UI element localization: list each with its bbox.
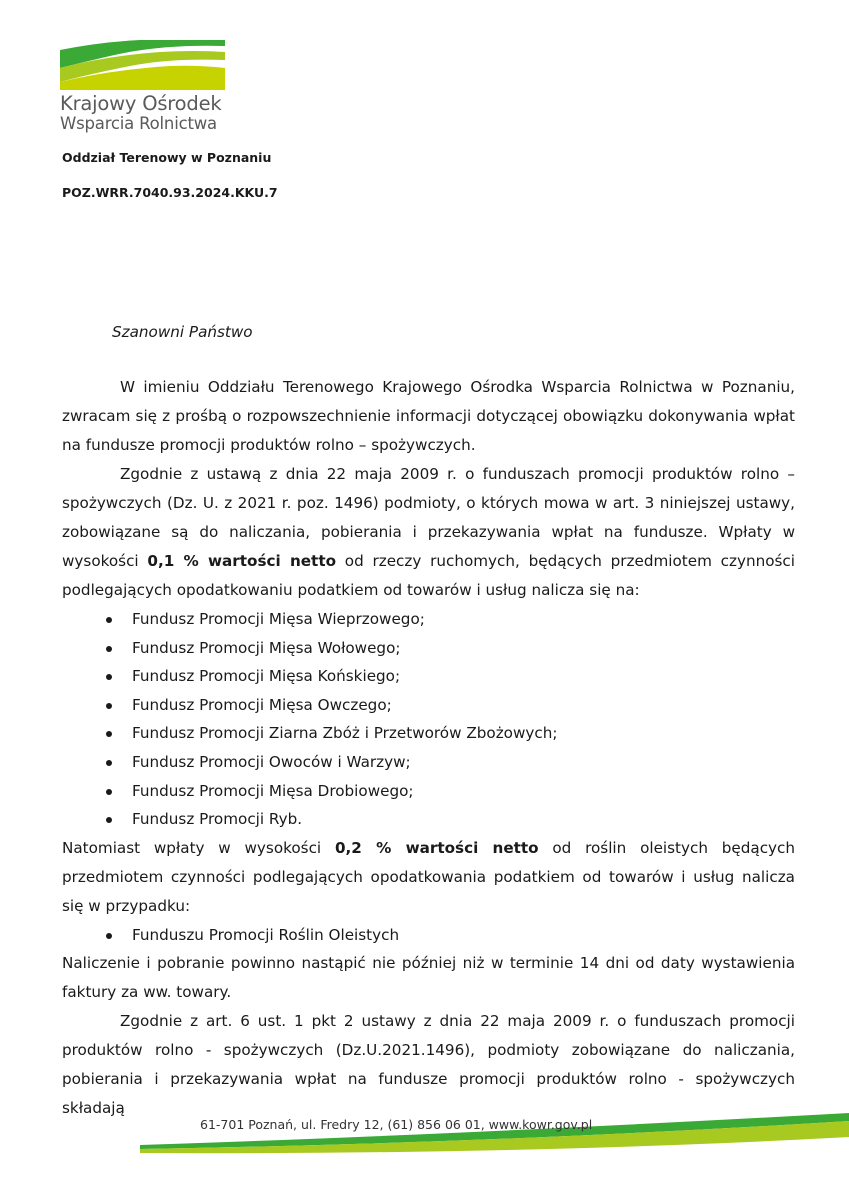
list-item-label: Fundusz Promocji Mięsa Wołowego; [132, 638, 401, 657]
paragraph-intro: W imieniu Oddziału Terenowego Krajowego Ośrodka Wsparcia Rolnictwa w Poznaniu, zwracam się z prośbą o rozpowszechnienie informacji dotyczącej obowiązku dokonywania wpłat na fundusze promocji produktów rolno – spożywczych. [62, 378, 795, 454]
kowr-logo-graphic [60, 38, 225, 90]
reference-number: POZ.WRR.7040.93.2024.KKU.7 [62, 185, 278, 200]
list-item-label: Fundusz Promocji Mięsa Owczego; [132, 695, 392, 714]
list-item [62, 777, 795, 806]
bullet-icon [106, 760, 112, 766]
list-item-label: Fundusz Promocji Ryb. [132, 810, 303, 829]
list-item [62, 634, 795, 663]
list-item-label: Fundusz Promocji Owoców i Warzyw; [132, 752, 411, 771]
list-item [62, 662, 795, 691]
list-item-label: Fundusz Promocji Mięsa Drobiowego; [132, 781, 414, 800]
bullet-icon [106, 646, 112, 652]
paragraph-oilseeds-text-end: od roślin oleistych będących przedmiotem czynności podlegających opodatkowania podatkiem od towarów i usług nalicza się w przypadku: [62, 838, 796, 915]
bullet-icon [106, 817, 112, 823]
list-item [62, 805, 795, 834]
list-item-label: Funduszu Promocji Roślin Oleistych [132, 925, 400, 944]
paragraph-law [62, 460, 795, 605]
paragraph-reporting: Zgodnie z art. 6 ust. 1 pkt 2 ustawy z dnia 22 maja 2009 r. o funduszach promocji produktów rolno - spożywczych (Dz.U.2021.1496), podmioty zobowiązane do naliczania, pobierania i przekazywania wpłat na fundusze promocji produktów rolno - spożywczych składają [62, 1012, 795, 1118]
list-item-label: Fundusz Promocji Mięsa Wieprzowego; [132, 610, 425, 628]
footer-swoosh [0, 1105, 849, 1169]
paragraph-deadline: Naliczenie i pobranie powinno nastąpić nie później niż w terminie 14 dni od daty wystawienia faktury za ww. towary. [62, 954, 795, 1002]
footer-address: 61-701 Poznań, ul. Fredry 12, (61) 856 06 01, www.kowr.gov.pl [200, 1117, 593, 1132]
bullet-icon [106, 731, 112, 737]
list-item [62, 605, 795, 634]
logo-text-line2: Wsparcia Rolnictwa [60, 114, 217, 133]
bullet-icon [106, 933, 112, 939]
funds-list-02 [62, 921, 795, 950]
paragraph-oilseeds [62, 834, 795, 921]
paragraph-law-text-end: od rzeczy ruchomych, będących przedmiotem czynności podlegających opodatkowaniu podatkiem od towarów i usług nalicza się na: [62, 552, 795, 599]
bullet-icon [106, 703, 112, 709]
list-item [62, 921, 795, 950]
paragraph-oilseeds-text: Natomiast wpłaty w wysokości [62, 838, 335, 857]
list-item [62, 719, 795, 748]
rate-02-highlight: 0,2 % wartości netto [334, 838, 539, 857]
bullet-icon [106, 674, 112, 680]
bullet-icon [106, 789, 112, 795]
list-item [62, 748, 795, 777]
paragraph-law-text: Zgodnie z ustawą z dnia 22 maja 2009 r. o funduszach promocji produktów rolno – spożywczych (Dz. U. z 2021 r. poz. 1496) podmioty, o których mowa w art. 3 niniejszej ustawy, zobowiązane są do naliczania, pobierania i przekazywania wpłat na fundusze. Wpłaty w wysokości [62, 465, 795, 570]
kowr-logo [60, 38, 230, 90]
rate-01-highlight: 0,1 % wartości netto [147, 552, 337, 570]
bullet-icon [106, 617, 112, 623]
unit-name: Oddział Terenowy w Poznaniu [62, 150, 272, 165]
letter-body [62, 318, 795, 1123]
list-item [62, 691, 795, 720]
list-item-label: Fundusz Promocji Mięsa Końskiego; [132, 667, 401, 686]
greeting: Szanowni Państwo [112, 323, 253, 341]
list-item-label: Fundusz Promocji Ziarna Zbóż i Przetworów Zbożowych; [132, 724, 558, 743]
logo-text-line1: Krajowy Ośrodek [60, 92, 222, 115]
funds-list-01 [62, 605, 795, 834]
